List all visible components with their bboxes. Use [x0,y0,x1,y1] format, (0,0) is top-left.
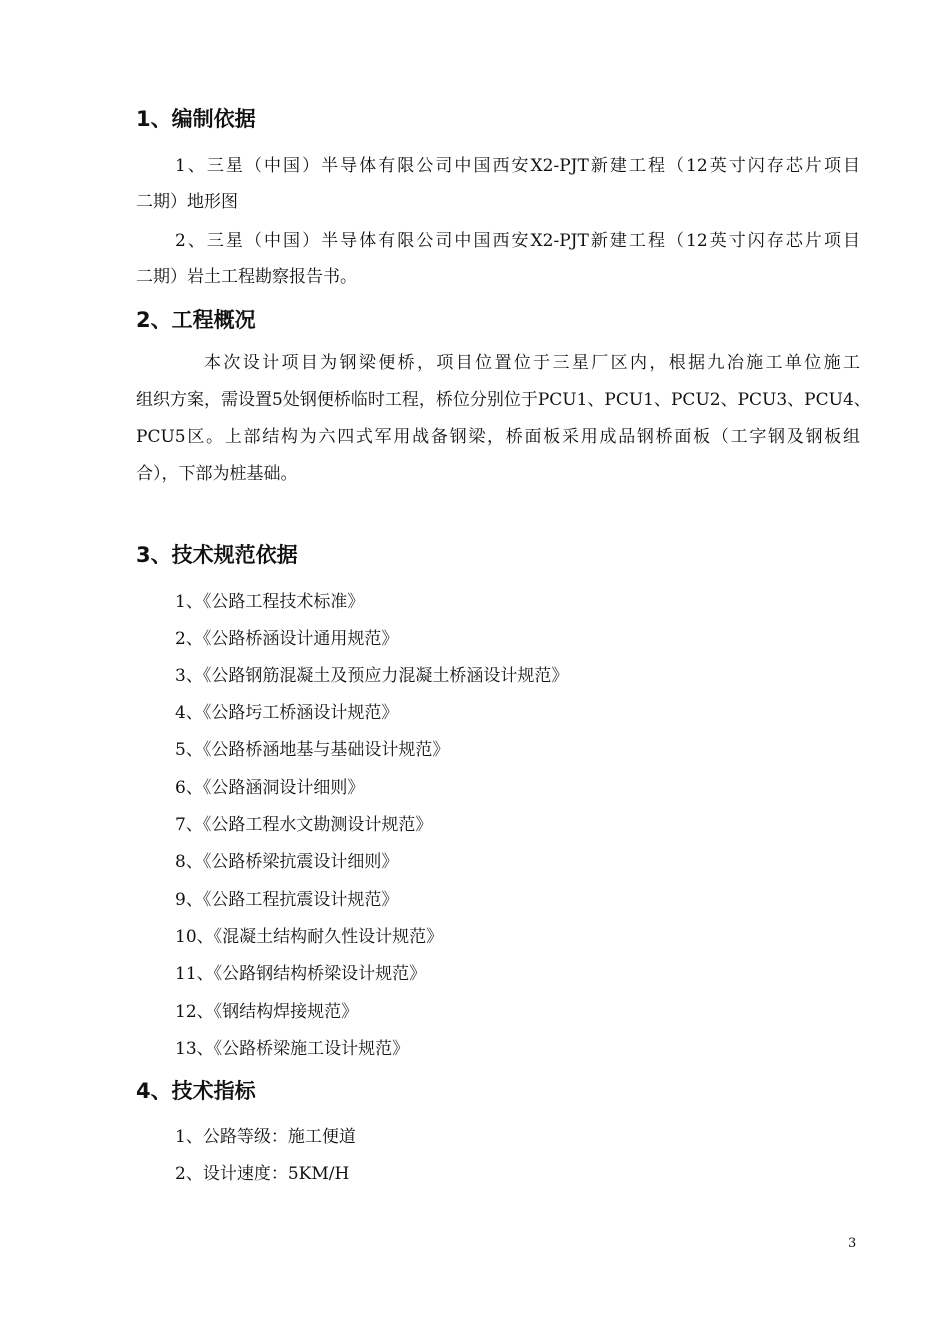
standard-item-2: 2、《公路桥涵设计通用规范》 [175,629,399,649]
overview-line-3: PCU5区。上部结构为六四式军用战备钢梁，桥面板采用成品钢桥面板（工字钢及钢板组 [136,427,860,447]
standard-item-4: 4、《公路圬工桥涵设计规范》 [175,703,399,723]
section-heading-standards: 3、技术规范依据 [136,543,298,567]
section-heading-overview: 2、工程概况 [136,308,256,332]
indicator-item-1: 1、公路等级：施工便道 [175,1127,356,1147]
standard-item-6: 6、《公路涵洞设计细则》 [175,778,365,798]
standard-item-1: 1、《公路工程技术标准》 [175,592,365,612]
basis-item-1-line-2: 二期）地形图 [136,192,238,212]
section-heading-indicators: 4、技术指标 [136,1079,256,1103]
standard-item-9: 9、《公路工程抗震设计规范》 [175,890,399,910]
page-number: 3 [848,1236,857,1251]
standard-item-8: 8、《公路桥梁抗震设计细则》 [175,852,399,872]
section-heading-basis: 1、编制依据 [136,107,256,131]
basis-item-2-line-2: 二期）岩土工程勘察报告书。 [136,267,357,287]
indicator-item-2: 2、设计速度：5KM/H [175,1164,350,1184]
standard-item-3: 3、《公路钢筋混凝土及预应力混凝土桥涵设计规范》 [175,666,569,686]
standard-item-12: 12、《钢结构焊接规范》 [175,1002,359,1022]
basis-item-2-line-1: 2、三星（中国）半导体有限公司中国西安X2-PJT新建工程（12英寸闪存芯片项目 [175,231,860,251]
standard-item-10: 10、《混凝土结构耐久性设计规范》 [175,927,444,947]
standard-item-11: 11、《公路钢结构桥梁设计规范》 [175,964,427,984]
overview-line-1: 本次设计项目为钢梁便桥，项目位置位于三星厂区内，根据九冶施工单位施工 [204,353,860,373]
basis-item-1-line-1: 1、三星（中国）半导体有限公司中国西安X2-PJT新建工程（12英寸闪存芯片项目 [175,156,860,176]
standard-item-5: 5、《公路桥涵地基与基础设计规范》 [175,740,450,760]
overview-line-4: 合），下部为桩基础。 [136,464,298,484]
standard-item-13: 13、《公路桥梁施工设计规范》 [175,1039,410,1059]
overview-line-2: 组织方案，需设置5处钢便桥临时工程，桥位分别位于PCU1、PCU1、PCU2、PCU3、PCU4、 [136,390,871,410]
standard-item-7: 7、《公路工程水文勘测设计规范》 [175,815,433,835]
